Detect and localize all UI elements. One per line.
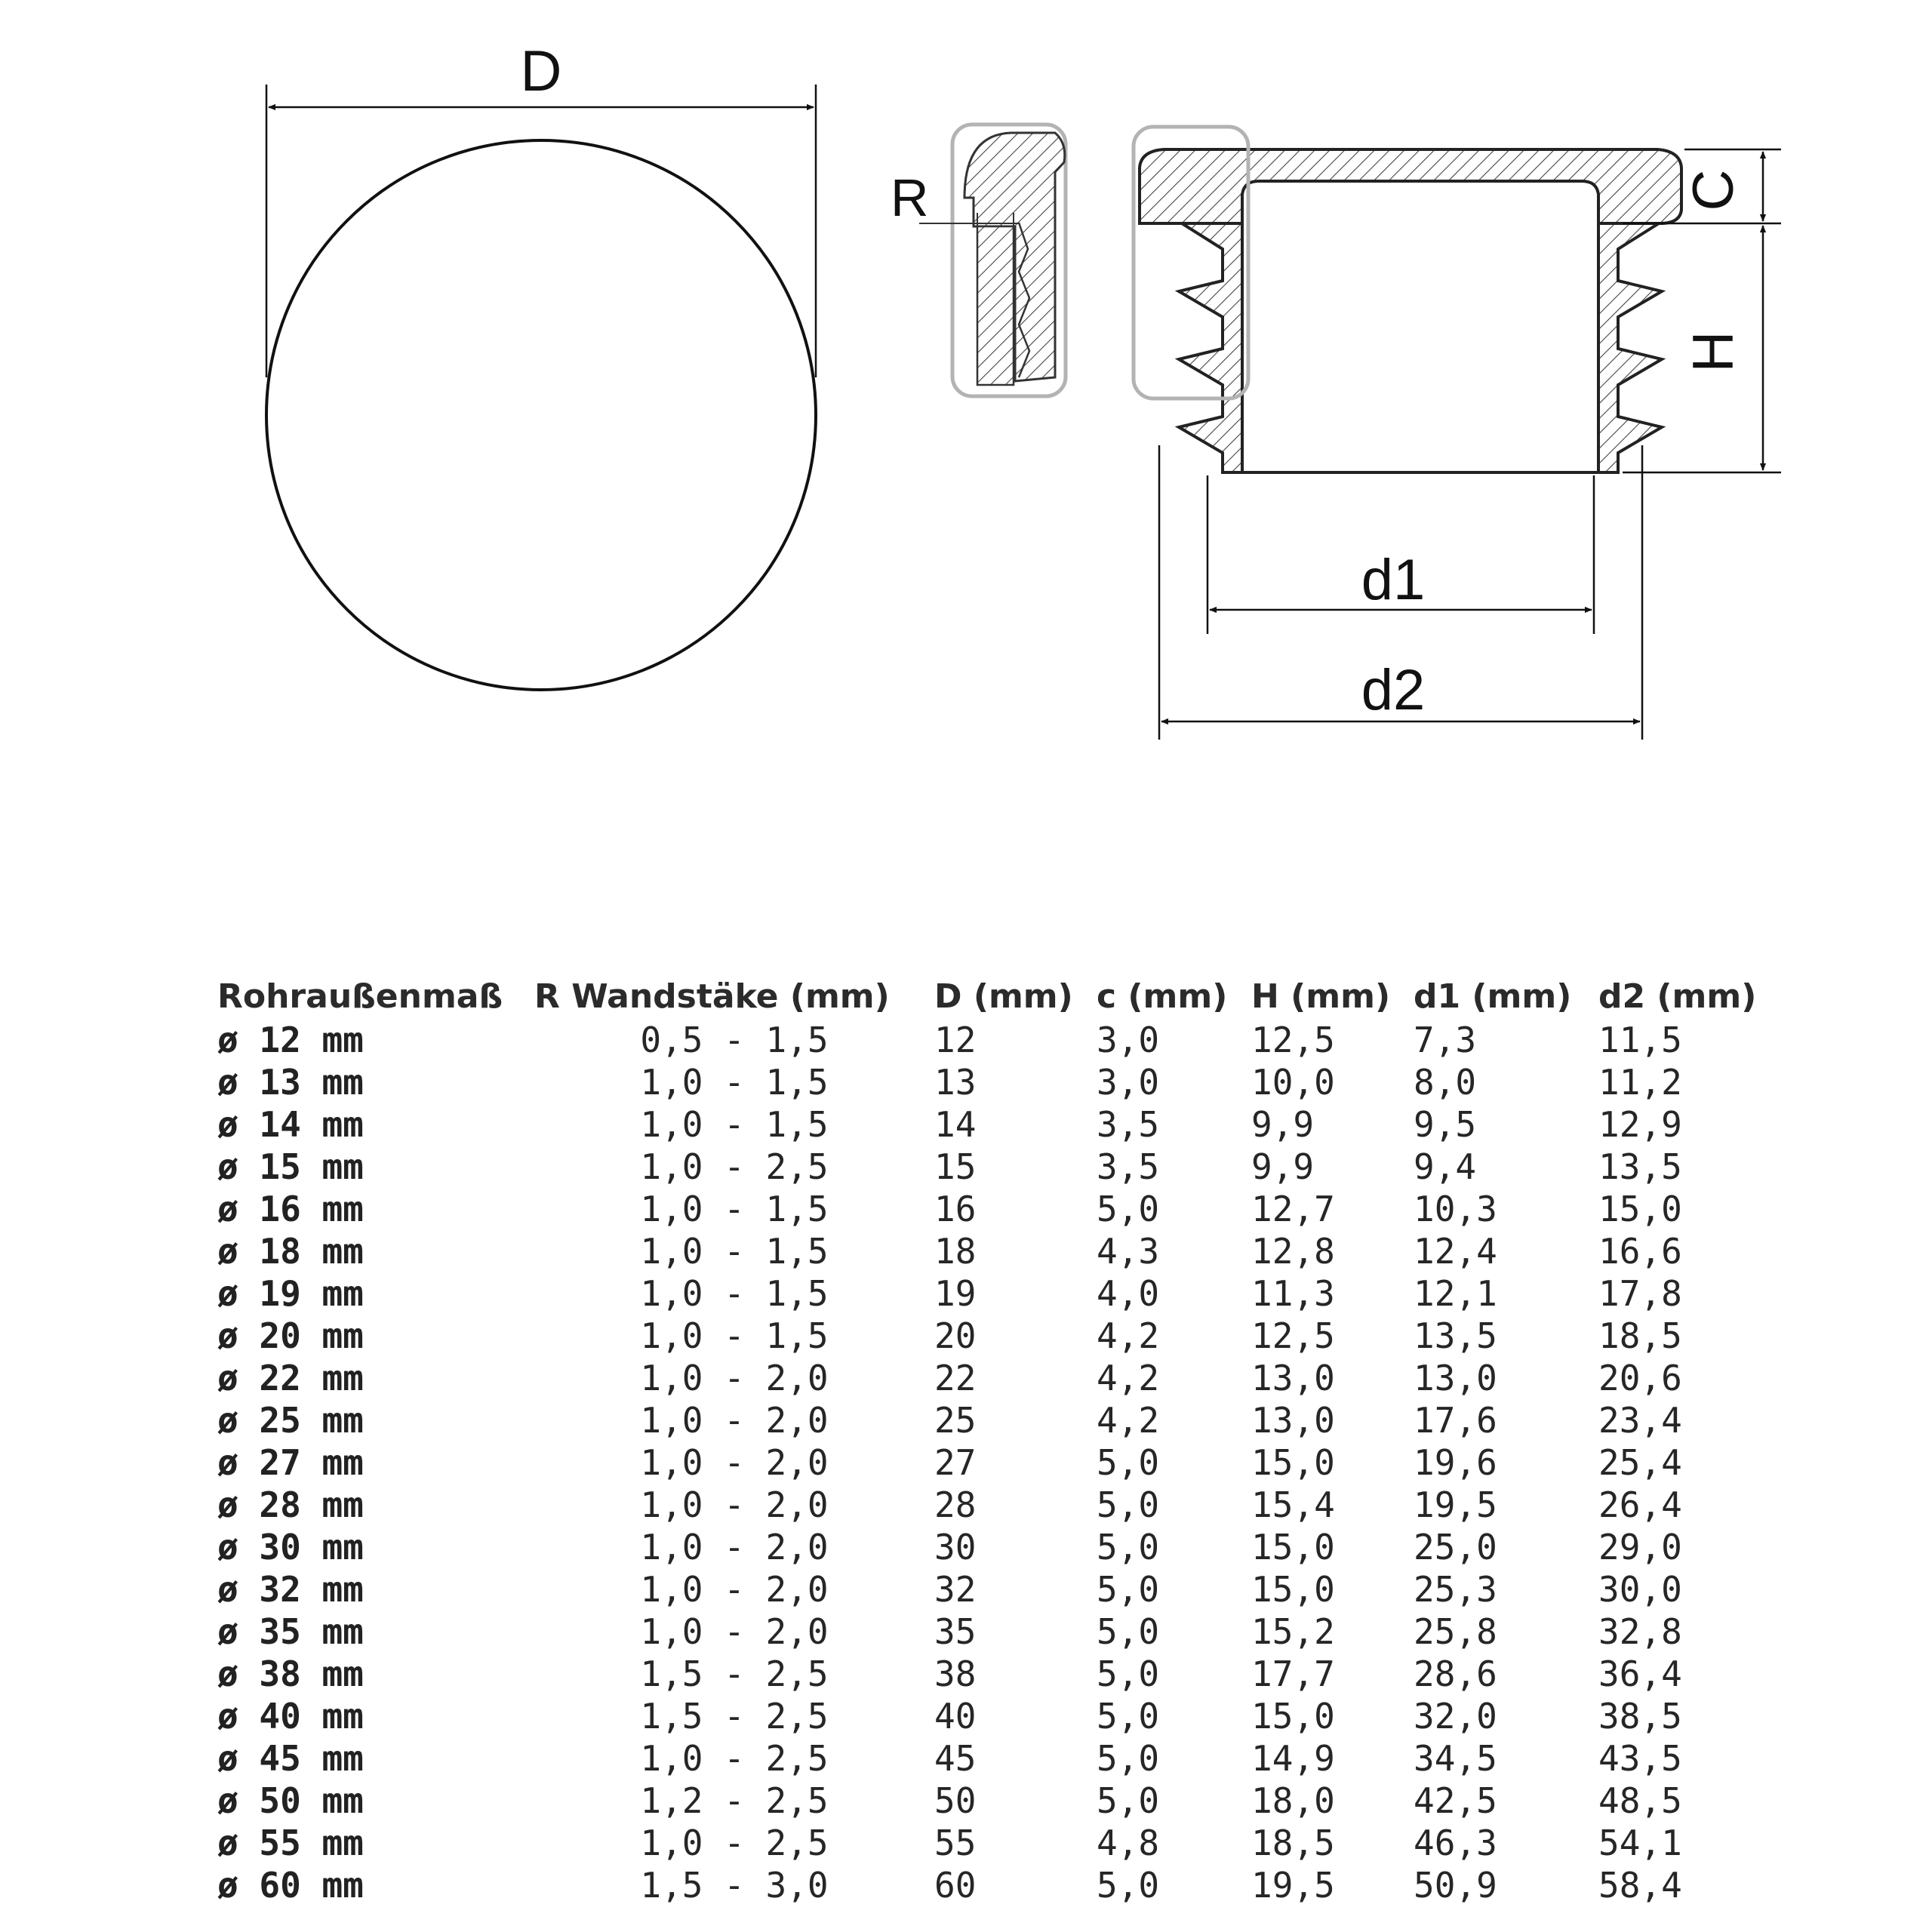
cell-D: 55 bbox=[934, 1823, 977, 1863]
cell-c: 3,0 bbox=[1097, 1062, 1160, 1103]
cell-wall-thickness: 1,0 - 2,0 bbox=[640, 1442, 829, 1483]
cell-c: 5,0 bbox=[1097, 1738, 1160, 1779]
cell-wall-thickness: 1,0 - 2,5 bbox=[640, 1738, 829, 1779]
cell-c: 5,0 bbox=[1097, 1189, 1160, 1229]
cell-tube-diameter: ø 22 mm bbox=[217, 1358, 364, 1398]
cell-tube-diameter: ø 19 mm bbox=[217, 1273, 364, 1314]
cell-d1: 19,5 bbox=[1414, 1484, 1497, 1525]
header-d1: d1 (mm) bbox=[1414, 977, 1572, 1016]
cell-d2: 25,4 bbox=[1598, 1442, 1682, 1483]
cell-tube-diameter: ø 32 mm bbox=[217, 1569, 364, 1610]
cell-d2: 18,5 bbox=[1598, 1315, 1682, 1356]
cell-wall-thickness: 1,0 - 2,0 bbox=[640, 1527, 829, 1567]
cell-tube-diameter: ø 55 mm bbox=[217, 1823, 364, 1863]
cell-wall-thickness: 1,0 - 1,5 bbox=[640, 1062, 829, 1103]
label-H: H bbox=[1681, 331, 1746, 373]
left-wall-ribs bbox=[1179, 223, 1242, 472]
cell-wall-thickness: 1,0 - 2,0 bbox=[640, 1484, 829, 1525]
cell-H: 12,5 bbox=[1251, 1020, 1335, 1060]
cell-tube-diameter: ø 30 mm bbox=[217, 1527, 364, 1567]
cell-c: 3,0 bbox=[1097, 1020, 1160, 1060]
cell-H: 15,2 bbox=[1251, 1611, 1335, 1652]
cell-d1: 13,5 bbox=[1414, 1315, 1497, 1356]
cell-d2: 36,4 bbox=[1598, 1654, 1682, 1694]
cell-tube-diameter: ø 15 mm bbox=[217, 1146, 364, 1187]
cell-c: 4,2 bbox=[1097, 1358, 1160, 1398]
cell-d1: 8,0 bbox=[1414, 1062, 1477, 1103]
cell-H: 12,8 bbox=[1251, 1231, 1335, 1272]
header-tube-diameter: Rohraußenmaß bbox=[217, 977, 503, 1016]
cell-wall-thickness: 1,0 - 2,5 bbox=[640, 1823, 829, 1863]
cell-H: 11,3 bbox=[1251, 1273, 1335, 1314]
table-row bbox=[217, 1019, 1780, 1061]
table-row bbox=[217, 1188, 1780, 1230]
cell-D: 28 bbox=[934, 1484, 977, 1525]
cell-D: 38 bbox=[934, 1654, 977, 1694]
cell-c: 4,3 bbox=[1097, 1231, 1160, 1272]
cell-H: 15,4 bbox=[1251, 1484, 1335, 1525]
cell-wall-thickness: 1,0 - 2,0 bbox=[640, 1358, 829, 1398]
cell-c: 5,0 bbox=[1097, 1442, 1160, 1483]
cell-d1: 12,1 bbox=[1414, 1273, 1497, 1314]
cell-tube-diameter: ø 50 mm bbox=[217, 1780, 364, 1821]
cell-H: 12,7 bbox=[1251, 1189, 1335, 1229]
cell-d1: 9,5 bbox=[1414, 1104, 1477, 1145]
table-row bbox=[217, 1357, 1780, 1399]
cell-d2: 12,9 bbox=[1598, 1104, 1682, 1145]
cell-wall-thickness: 1,0 - 2,0 bbox=[640, 1400, 829, 1441]
cell-c: 5,0 bbox=[1097, 1780, 1160, 1821]
header-H: H (mm) bbox=[1251, 977, 1391, 1016]
cell-D: 35 bbox=[934, 1611, 977, 1652]
table-row bbox=[217, 1526, 1780, 1568]
table-row bbox=[217, 1272, 1780, 1315]
cell-d2: 20,6 bbox=[1598, 1358, 1682, 1398]
header-d2: d2 (mm) bbox=[1598, 977, 1757, 1016]
cell-D: 14 bbox=[934, 1104, 977, 1145]
cell-c: 5,0 bbox=[1097, 1654, 1160, 1694]
cell-H: 12,5 bbox=[1251, 1315, 1335, 1356]
label-d1: d1 bbox=[1361, 548, 1426, 612]
cell-d1: 34,5 bbox=[1414, 1738, 1497, 1779]
cell-H: 15,0 bbox=[1251, 1569, 1335, 1610]
cell-wall-thickness: 1,0 - 1,5 bbox=[640, 1315, 829, 1356]
cell-D: 30 bbox=[934, 1527, 977, 1567]
cell-H: 18,0 bbox=[1251, 1780, 1335, 1821]
table-row bbox=[217, 1780, 1780, 1822]
cell-wall-thickness: 1,0 - 1,5 bbox=[640, 1273, 829, 1314]
cell-c: 5,0 bbox=[1097, 1865, 1160, 1906]
cell-D: 15 bbox=[934, 1146, 977, 1187]
label-R: R bbox=[891, 168, 929, 227]
cap-top-circle bbox=[266, 140, 816, 690]
cell-D: 25 bbox=[934, 1400, 977, 1441]
cell-c: 5,0 bbox=[1097, 1569, 1160, 1610]
cell-H: 10,0 bbox=[1251, 1062, 1335, 1103]
cell-d1: 17,6 bbox=[1414, 1400, 1497, 1441]
cell-d2: 23,4 bbox=[1598, 1400, 1682, 1441]
table-row bbox=[217, 1399, 1780, 1441]
table-row bbox=[217, 1230, 1780, 1272]
cell-c: 4,2 bbox=[1097, 1400, 1160, 1441]
cell-D: 60 bbox=[934, 1865, 977, 1906]
cell-d2: 11,5 bbox=[1598, 1020, 1682, 1060]
cell-d2: 13,5 bbox=[1598, 1146, 1682, 1187]
cell-tube-diameter: ø 14 mm bbox=[217, 1104, 364, 1145]
cell-d1: 50,9 bbox=[1414, 1865, 1497, 1906]
cell-wall-thickness: 1,0 - 2,5 bbox=[640, 1146, 829, 1187]
technical-drawing bbox=[0, 0, 1932, 800]
label-C: C bbox=[1681, 169, 1746, 211]
cell-c: 5,0 bbox=[1097, 1484, 1160, 1525]
cell-d2: 15,0 bbox=[1598, 1189, 1682, 1229]
cell-D: 19 bbox=[934, 1273, 977, 1314]
section-view bbox=[1134, 127, 1781, 740]
header-c: c (mm) bbox=[1097, 977, 1228, 1016]
cell-H: 15,0 bbox=[1251, 1696, 1335, 1737]
cell-d1: 12,4 bbox=[1414, 1231, 1497, 1272]
cell-H: 13,0 bbox=[1251, 1400, 1335, 1441]
cell-D: 50 bbox=[934, 1780, 977, 1821]
label-d2: d2 bbox=[1361, 658, 1426, 722]
table-row bbox=[217, 1737, 1780, 1780]
cell-D: 12 bbox=[934, 1020, 977, 1060]
cell-wall-thickness: 1,5 - 2,5 bbox=[640, 1654, 829, 1694]
cell-tube-diameter: ø 45 mm bbox=[217, 1738, 364, 1779]
cell-wall-thickness: 1,0 - 1,5 bbox=[640, 1231, 829, 1272]
table-body bbox=[217, 1019, 1780, 1906]
cell-wall-thickness: 1,0 - 1,5 bbox=[640, 1104, 829, 1145]
cell-H: 15,0 bbox=[1251, 1527, 1335, 1567]
cell-c: 5,0 bbox=[1097, 1611, 1160, 1652]
cell-d2: 32,8 bbox=[1598, 1611, 1682, 1652]
cell-c: 3,5 bbox=[1097, 1104, 1160, 1145]
cell-wall-thickness: 0,5 - 1,5 bbox=[640, 1020, 829, 1060]
cell-d2: 30,0 bbox=[1598, 1569, 1682, 1610]
cell-tube-diameter: ø 12 mm bbox=[217, 1020, 364, 1060]
cell-tube-diameter: ø 25 mm bbox=[217, 1400, 364, 1441]
cap-head-section bbox=[1140, 149, 1681, 223]
cell-c: 5,0 bbox=[1097, 1527, 1160, 1567]
cell-D: 13 bbox=[934, 1062, 977, 1103]
cell-d1: 32,0 bbox=[1414, 1696, 1497, 1737]
cell-tube-diameter: ø 16 mm bbox=[217, 1189, 364, 1229]
cell-d1: 28,6 bbox=[1414, 1654, 1497, 1694]
top-view bbox=[266, 39, 816, 690]
cell-wall-thickness: 1,5 - 2,5 bbox=[640, 1696, 829, 1737]
cell-wall-thickness: 1,0 - 1,5 bbox=[640, 1189, 829, 1229]
cell-d1: 19,6 bbox=[1414, 1442, 1497, 1483]
header-D: D (mm) bbox=[934, 977, 1073, 1016]
cell-H: 9,9 bbox=[1251, 1104, 1315, 1145]
cell-c: 3,5 bbox=[1097, 1146, 1160, 1187]
cell-D: 22 bbox=[934, 1358, 977, 1398]
cell-d1: 25,8 bbox=[1414, 1611, 1497, 1652]
cell-wall-thickness: 1,0 - 2,0 bbox=[640, 1611, 829, 1652]
cell-c: 4,0 bbox=[1097, 1273, 1160, 1314]
table-row bbox=[217, 1653, 1780, 1695]
cell-tube-diameter: ø 28 mm bbox=[217, 1484, 364, 1525]
cell-d2: 11,2 bbox=[1598, 1062, 1682, 1103]
cell-tube-diameter: ø 60 mm bbox=[217, 1865, 364, 1906]
cell-H: 9,9 bbox=[1251, 1146, 1315, 1187]
cell-d2: 17,8 bbox=[1598, 1273, 1682, 1314]
table-row bbox=[217, 1695, 1780, 1737]
cell-d2: 43,5 bbox=[1598, 1738, 1682, 1779]
cell-H: 19,5 bbox=[1251, 1865, 1335, 1906]
cell-d1: 7,3 bbox=[1414, 1020, 1477, 1060]
cell-d2: 16,6 bbox=[1598, 1231, 1682, 1272]
cell-d2: 26,4 bbox=[1598, 1484, 1682, 1525]
table-row bbox=[217, 1103, 1780, 1146]
cell-H: 13,0 bbox=[1251, 1358, 1335, 1398]
cell-d2: 58,4 bbox=[1598, 1865, 1682, 1906]
cell-d1: 13,0 bbox=[1414, 1358, 1497, 1398]
cell-wall-thickness: 1,0 - 2,0 bbox=[640, 1569, 829, 1610]
table-row bbox=[217, 1441, 1780, 1484]
cell-d1: 42,5 bbox=[1414, 1780, 1497, 1821]
label-D: D bbox=[520, 39, 562, 103]
table-row bbox=[217, 1484, 1780, 1526]
cell-d2: 54,1 bbox=[1598, 1823, 1682, 1863]
table-row bbox=[217, 1146, 1780, 1188]
cell-D: 16 bbox=[934, 1189, 977, 1229]
header-wall-thickness: R Wandstäke (mm) bbox=[534, 977, 890, 1016]
cell-c: 5,0 bbox=[1097, 1696, 1160, 1737]
table-row bbox=[217, 1822, 1780, 1864]
cell-tube-diameter: ø 38 mm bbox=[217, 1654, 364, 1694]
cell-d2: 29,0 bbox=[1598, 1527, 1682, 1567]
cell-D: 40 bbox=[934, 1696, 977, 1737]
cell-wall-thickness: 1,2 - 2,5 bbox=[640, 1780, 829, 1821]
cell-tube-diameter: ø 18 mm bbox=[217, 1231, 364, 1272]
cell-tube-diameter: ø 35 mm bbox=[217, 1611, 364, 1652]
cell-tube-diameter: ø 13 mm bbox=[217, 1062, 364, 1103]
cell-H: 15,0 bbox=[1251, 1442, 1335, 1483]
cell-d2: 38,5 bbox=[1598, 1696, 1682, 1737]
table-row bbox=[217, 1864, 1780, 1906]
spec-table bbox=[217, 975, 1780, 1906]
cell-D: 20 bbox=[934, 1315, 977, 1356]
cell-D: 27 bbox=[934, 1442, 977, 1483]
table-row bbox=[217, 1568, 1780, 1611]
detail-view bbox=[891, 125, 1066, 396]
cell-c: 4,2 bbox=[1097, 1315, 1160, 1356]
cell-c: 4,8 bbox=[1097, 1823, 1160, 1863]
cell-tube-diameter: ø 20 mm bbox=[217, 1315, 364, 1356]
right-wall-ribs bbox=[1598, 223, 1662, 472]
cell-D: 45 bbox=[934, 1738, 977, 1779]
cell-H: 18,5 bbox=[1251, 1823, 1335, 1863]
cell-d1: 9,4 bbox=[1414, 1146, 1477, 1187]
cell-H: 14,9 bbox=[1251, 1738, 1335, 1779]
cell-d1: 25,0 bbox=[1414, 1527, 1497, 1567]
table-row bbox=[217, 1061, 1780, 1103]
table-row bbox=[217, 1611, 1780, 1653]
cell-wall-thickness: 1,5 - 3,0 bbox=[640, 1865, 829, 1906]
table-header-row bbox=[217, 975, 1780, 1019]
cell-D: 18 bbox=[934, 1231, 977, 1272]
cell-tube-diameter: ø 40 mm bbox=[217, 1696, 364, 1737]
cell-tube-diameter: ø 27 mm bbox=[217, 1442, 364, 1483]
cell-d1: 25,3 bbox=[1414, 1569, 1497, 1610]
detail-tube-wall bbox=[977, 226, 1014, 385]
cell-d2: 48,5 bbox=[1598, 1780, 1682, 1821]
cell-d1: 10,3 bbox=[1414, 1189, 1497, 1229]
table-row bbox=[217, 1315, 1780, 1357]
cell-H: 17,7 bbox=[1251, 1654, 1335, 1694]
cell-D: 32 bbox=[934, 1569, 977, 1610]
cell-d1: 46,3 bbox=[1414, 1823, 1497, 1863]
